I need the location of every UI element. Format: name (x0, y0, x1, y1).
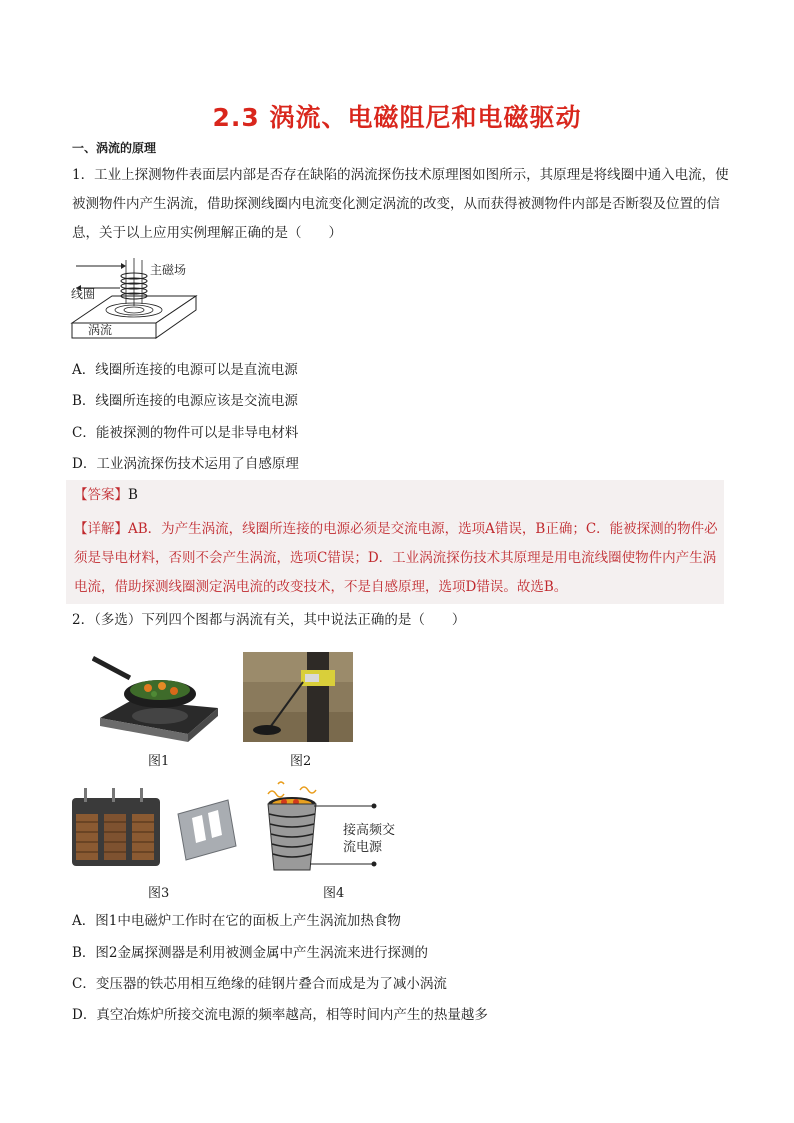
question-2-stem: 2．（多选）下列四个图都与涡流有关，其中说法正确的是（ ） (72, 612, 466, 628)
eddy-label: 涡流 (88, 323, 113, 337)
fig4-label-line-2: 流电源 (343, 840, 383, 855)
answer-value: B (128, 487, 138, 503)
page-title: 2.3 涡流、电磁阻尼和电磁驱动 (212, 103, 582, 132)
figure-3-caption: 图3 (148, 886, 170, 901)
transformer-core-image (68, 786, 168, 876)
coil-label: 线圈 (71, 287, 96, 301)
detail-tag: 【详解】 (74, 521, 128, 537)
main-field-label: 主磁场 (150, 263, 187, 277)
detail-text: AB．为产生涡流，线圈所连接的电源必须是交流电源，选项A错误，B正确；C．能被探测的物件必须是导电材料，否则不会产生涡流，选项C错误；D．工业涡流探伤技术其原理是用电流线圈使物件内产生涡电流，借助探测线圈测定涡电流的改变技术，不是自感原理，选项D错误。故选B。 (74, 521, 718, 595)
question-1-stem: 1．工业上探测物件表面层内部是否存在缺陷的涡流探伤技术原理图如图所示，其原理是将线圈中通入电流，使被测物件内产生涡流，借助探测线圈内电流变化测定涡流的改变，从而获得被测物件内部是否断裂及位置的信息，关于以上应用实例理解正确的是（ ） (72, 167, 729, 241)
q2-option-a: A．图1中电磁炉工作时在它的面板上产生涡流加热食物 (72, 913, 401, 929)
figure-4-caption: 图4 (323, 886, 345, 901)
answer-detail (74, 515, 722, 602)
figure-1-caption: 图1 (148, 754, 170, 769)
q1-option-a: A．线圈所连接的电源可以是直流电源 (72, 362, 298, 378)
answer-tag: 【答案】 (74, 487, 128, 503)
q1-option-d: D．工业涡流探伤技术运用了自感原理 (72, 456, 299, 472)
figure-2-caption: 图2 (290, 754, 312, 769)
q1-option-c: C．能被探测的物件可以是非导电材料 (72, 425, 299, 441)
q2-option-c: C．变压器的铁芯用相互绝缘的硅钢片叠合而成是为了减小涡流 (72, 976, 447, 992)
answer-line (74, 485, 138, 505)
q1-option-b: B．线圈所连接的电源应该是交流电源 (72, 393, 298, 409)
q2-option-d: D．真空冶炼炉所接交流电源的频率越高，相等时间内产生的热量越多 (72, 1007, 488, 1023)
metal-detector-image (243, 652, 353, 742)
induction-cooker-image (92, 648, 222, 748)
fig4-label-line-1: 接高频交 (343, 823, 396, 838)
silicon-steel-sheet-image (172, 796, 242, 866)
fig4-label (343, 822, 395, 856)
eddy-current-diagram (68, 258, 208, 348)
q2-option-b: B．图2金属探测器是利用被测金属中产生涡流来进行探测的 (72, 945, 429, 961)
section-heading: 一、涡流的原理 (72, 141, 157, 155)
